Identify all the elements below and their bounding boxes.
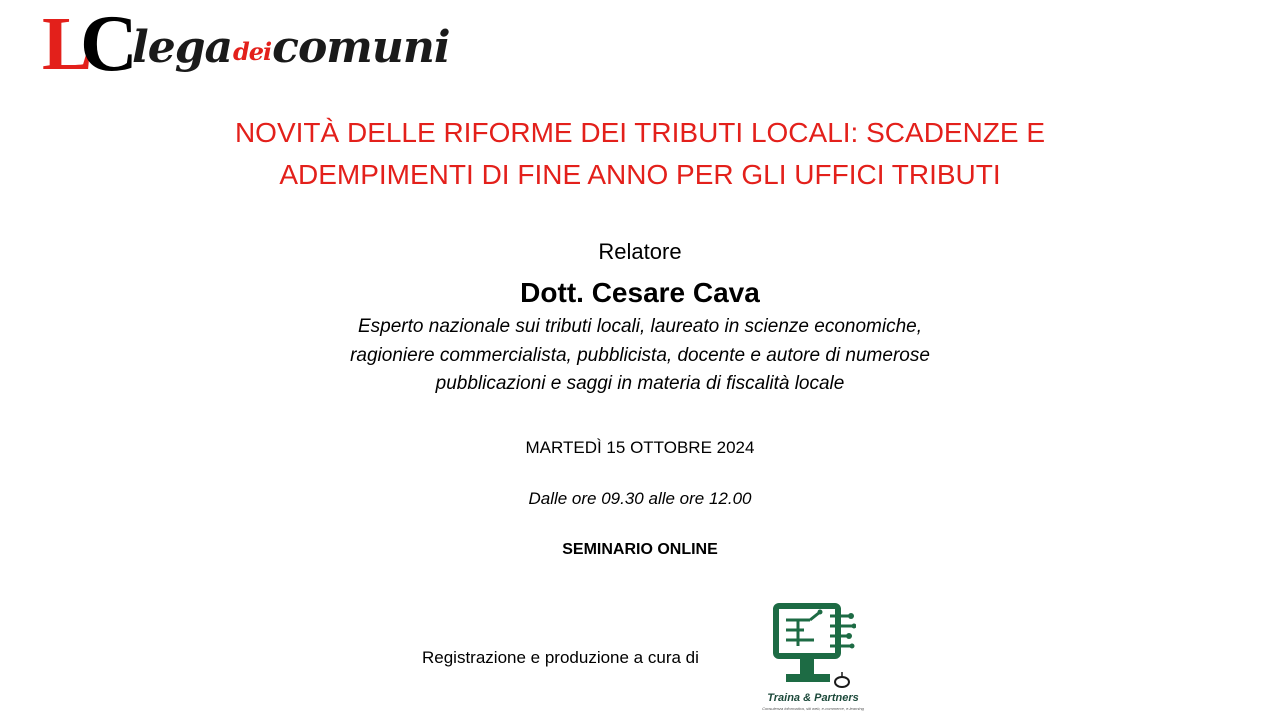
event-format: SEMINARIO ONLINE: [562, 541, 718, 558]
event-date: MARTEDÌ 15 OTTOBRE 2024: [525, 438, 755, 457]
partner-tagline: Consulenza informatica, siti web, e-commerce, e-learning: [762, 706, 864, 711]
lega-dei-comuni-logo: [40, 0, 450, 88]
computer-circuit-icon: [770, 602, 856, 692]
logo-mark-c: C: [80, 0, 138, 88]
logo-word-lega: lega: [132, 22, 232, 73]
event-time: Dalle ore 09.30 alle ore 12.00: [528, 489, 752, 508]
speaker-bio: [0, 313, 1280, 399]
production-credit: Registrazione e produzione a cura di: [422, 648, 699, 667]
logo-wordmark: [132, 20, 450, 80]
logo-word-comuni: comuni: [272, 22, 450, 73]
logo-mark-l: L: [42, 2, 93, 86]
lc-logo-mark: [40, 0, 138, 88]
seminar-title-line-1: NOVITÀ DELLE RIFORME DEI TRIBUTI LOCALI: SCADENZE E: [234, 117, 1046, 148]
speaker-bio-line-3: pubblicazioni e saggi in materia di fiscalità locale: [435, 373, 845, 394]
seminar-title-line-2: ADEMPIMENTI DI FINE ANNO PER GLI UFFICI TRIBUTI: [279, 159, 1001, 190]
partner-name: Traina & Partners: [767, 692, 859, 704]
speaker-bio-line-2: ragioniere commercialista, pubblicista, docente e autore di numerose: [350, 344, 930, 366]
speaker-label: Relatore: [598, 239, 682, 264]
logo-word-dei: dei: [232, 37, 272, 66]
seminar-title: [0, 112, 1280, 196]
speaker-name: Dott. Cesare Cava: [520, 277, 760, 308]
traina-partners-logo: [752, 600, 874, 716]
speaker-bio-line-1: Esperto nazionale sui tributi locali, laureato in scienze economiche,: [358, 316, 922, 337]
